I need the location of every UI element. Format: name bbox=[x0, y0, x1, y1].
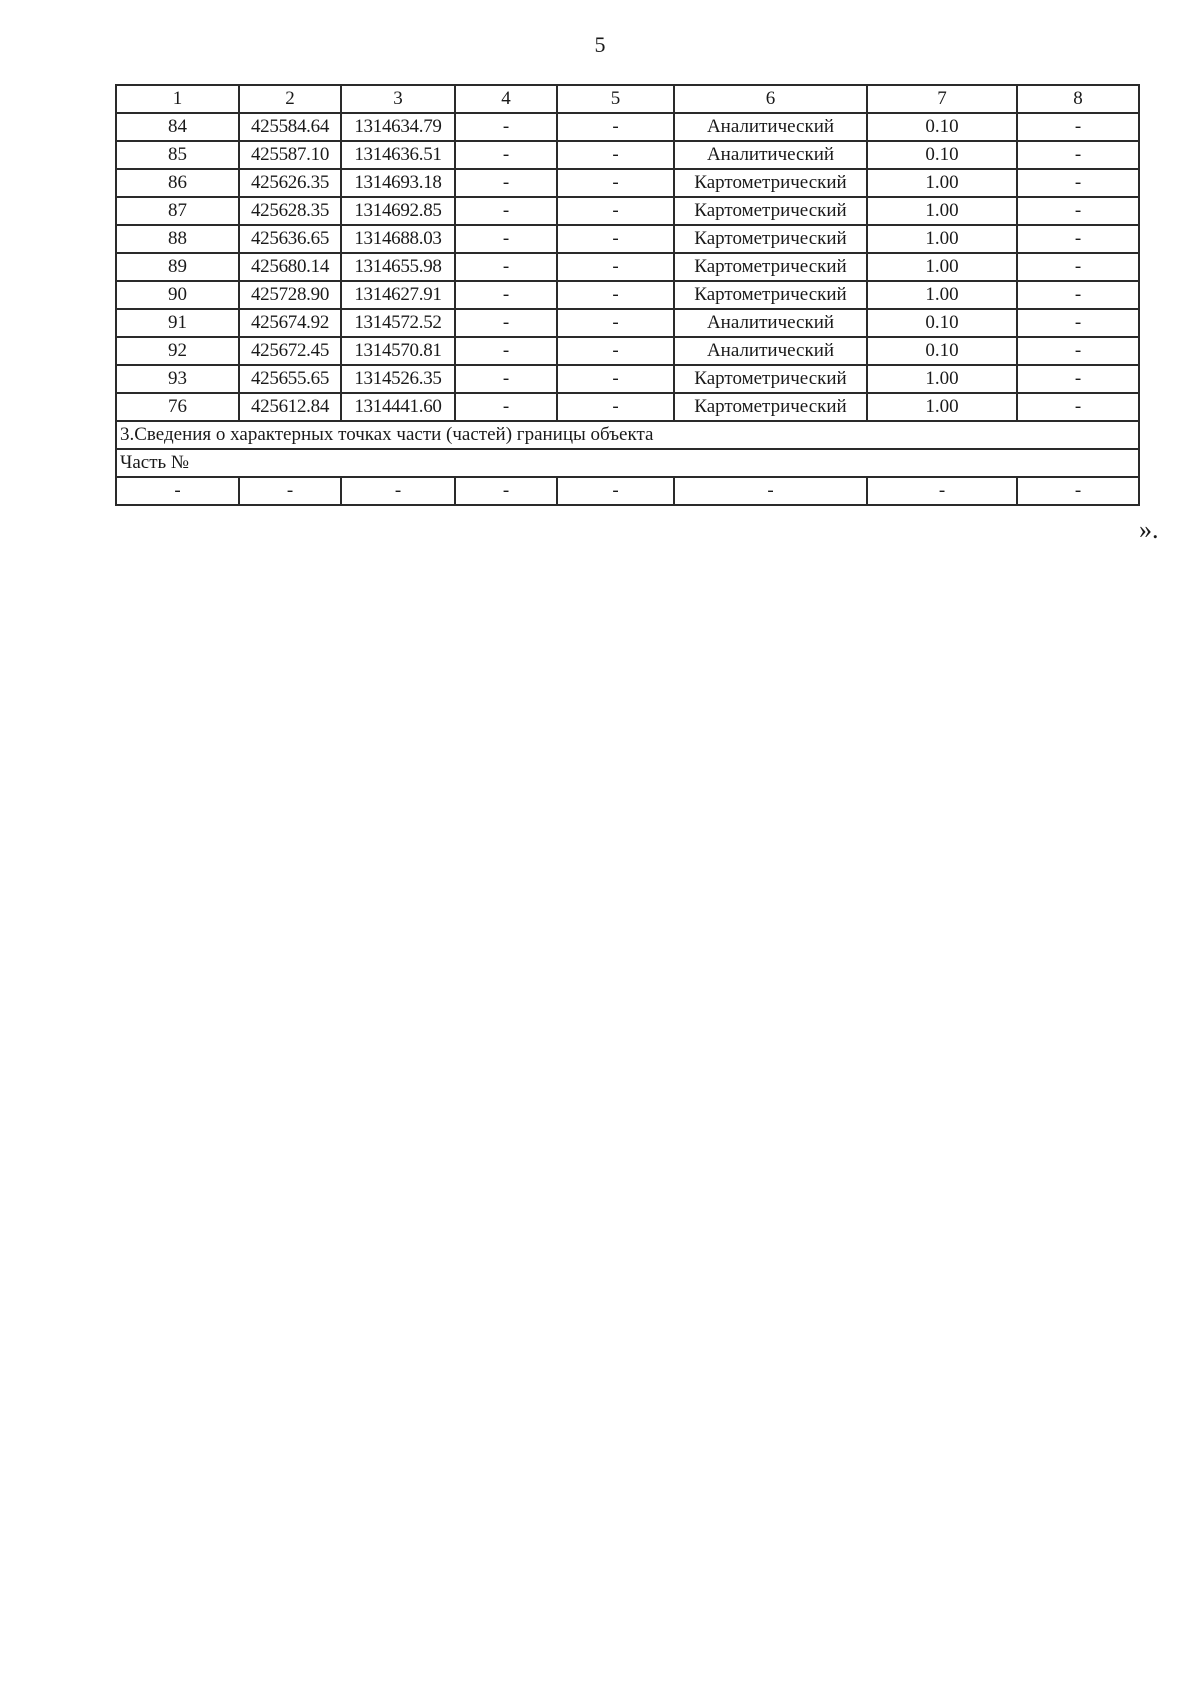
point-number: 89 bbox=[116, 253, 239, 281]
coordinate-x: 425674.92 bbox=[239, 309, 341, 337]
accuracy-cell: 0.10 bbox=[867, 141, 1017, 169]
point-number: 86 bbox=[116, 169, 239, 197]
coordinate-x: 425728.90 bbox=[239, 281, 341, 309]
method-cell: Картометрический bbox=[674, 393, 867, 421]
table-cell: - bbox=[239, 477, 341, 505]
accuracy-cell: 1.00 bbox=[867, 281, 1017, 309]
section-title: 3.Сведения о характерных точках части (частей) границы объекта bbox=[116, 421, 1139, 449]
accuracy-cell: 0.10 bbox=[867, 113, 1017, 141]
method-cell: Картометрический bbox=[674, 253, 867, 281]
point-number: 92 bbox=[116, 337, 239, 365]
empty-row bbox=[116, 477, 1139, 505]
table-row bbox=[116, 141, 1139, 169]
accuracy-cell: 0.10 bbox=[867, 337, 1017, 365]
section-title-row bbox=[116, 421, 1139, 449]
closing-quote: ». bbox=[1139, 515, 1159, 544]
table-row bbox=[116, 169, 1139, 197]
table-cell: - bbox=[674, 477, 867, 505]
point-number: 90 bbox=[116, 281, 239, 309]
table-cell: - bbox=[1017, 281, 1139, 309]
point-number: 88 bbox=[116, 225, 239, 253]
accuracy-cell: 1.00 bbox=[867, 169, 1017, 197]
coordinate-y: 1314692.85 bbox=[341, 197, 455, 225]
table-row bbox=[116, 281, 1139, 309]
table-cell: - bbox=[1017, 393, 1139, 421]
coordinate-x: 425636.65 bbox=[239, 225, 341, 253]
column-header: 5 bbox=[557, 85, 674, 113]
table-cell: - bbox=[557, 113, 674, 141]
column-header: 7 bbox=[867, 85, 1017, 113]
table-row bbox=[116, 365, 1139, 393]
table-cell: - bbox=[455, 253, 557, 281]
table-cell: - bbox=[1017, 225, 1139, 253]
coordinate-x: 425626.35 bbox=[239, 169, 341, 197]
coordinate-y: 1314570.81 bbox=[341, 337, 455, 365]
method-cell: Картометрический bbox=[674, 169, 867, 197]
page-number: 5 bbox=[594, 32, 606, 57]
table-cell: - bbox=[867, 477, 1017, 505]
table-cell: - bbox=[557, 253, 674, 281]
column-header: 2 bbox=[239, 85, 341, 113]
point-number: 87 bbox=[116, 197, 239, 225]
coordinate-x: 425628.35 bbox=[239, 197, 341, 225]
method-cell: Картометрический bbox=[674, 281, 867, 309]
table-cell: - bbox=[455, 169, 557, 197]
table-row bbox=[116, 197, 1139, 225]
table-cell: - bbox=[557, 337, 674, 365]
coordinate-x: 425587.10 bbox=[239, 141, 341, 169]
coordinate-x: 425584.64 bbox=[239, 113, 341, 141]
point-number: 84 bbox=[116, 113, 239, 141]
table-cell: - bbox=[116, 477, 239, 505]
table-cell: - bbox=[557, 365, 674, 393]
table-cell: - bbox=[557, 225, 674, 253]
table-cell: - bbox=[455, 113, 557, 141]
coordinate-y: 1314655.98 bbox=[341, 253, 455, 281]
column-header: 3 bbox=[341, 85, 455, 113]
coordinate-x: 425680.14 bbox=[239, 253, 341, 281]
point-number: 76 bbox=[116, 393, 239, 421]
table-row bbox=[116, 113, 1139, 141]
table-cell: - bbox=[455, 365, 557, 393]
table-cell: - bbox=[1017, 309, 1139, 337]
accuracy-cell: 1.00 bbox=[867, 225, 1017, 253]
table-cell: - bbox=[557, 309, 674, 337]
table-row bbox=[116, 225, 1139, 253]
table-cell: - bbox=[1017, 197, 1139, 225]
table-cell: - bbox=[1017, 337, 1139, 365]
method-cell: Картометрический bbox=[674, 365, 867, 393]
coordinate-x: 425612.84 bbox=[239, 393, 341, 421]
table-cell: - bbox=[557, 169, 674, 197]
column-header: 6 bbox=[674, 85, 867, 113]
accuracy-cell: 0.10 bbox=[867, 309, 1017, 337]
table-cell: - bbox=[341, 477, 455, 505]
point-number: 93 bbox=[116, 365, 239, 393]
table-cell: - bbox=[455, 281, 557, 309]
table-cell: - bbox=[557, 197, 674, 225]
coordinate-y: 1314693.18 bbox=[341, 169, 455, 197]
method-cell: Картометрический bbox=[674, 225, 867, 253]
table-cell: - bbox=[1017, 365, 1139, 393]
coordinate-y: 1314634.79 bbox=[341, 113, 455, 141]
column-header: 1 bbox=[116, 85, 239, 113]
accuracy-cell: 1.00 bbox=[867, 253, 1017, 281]
accuracy-cell: 1.00 bbox=[867, 197, 1017, 225]
coordinate-x: 425655.65 bbox=[239, 365, 341, 393]
column-header: 8 bbox=[1017, 85, 1139, 113]
table-row bbox=[116, 393, 1139, 421]
coordinate-y: 1314572.52 bbox=[341, 309, 455, 337]
table-cell: - bbox=[455, 225, 557, 253]
coordinate-y: 1314636.51 bbox=[341, 141, 455, 169]
point-number: 85 bbox=[116, 141, 239, 169]
point-number: 91 bbox=[116, 309, 239, 337]
table-cell: - bbox=[455, 197, 557, 225]
table-cell: - bbox=[455, 309, 557, 337]
method-cell: Аналитический bbox=[674, 337, 867, 365]
coordinate-y: 1314627.91 bbox=[341, 281, 455, 309]
table-cell: - bbox=[557, 393, 674, 421]
table-cell: - bbox=[455, 393, 557, 421]
table-cell: - bbox=[455, 337, 557, 365]
table-cell: - bbox=[1017, 477, 1139, 505]
part-label-row bbox=[116, 449, 1139, 477]
table-row bbox=[116, 253, 1139, 281]
table-row bbox=[116, 309, 1139, 337]
accuracy-cell: 1.00 bbox=[867, 393, 1017, 421]
table-cell: - bbox=[1017, 113, 1139, 141]
table-cell: - bbox=[455, 477, 557, 505]
boundary-points-table bbox=[115, 84, 1140, 506]
table-cell: - bbox=[455, 141, 557, 169]
coordinate-x: 425672.45 bbox=[239, 337, 341, 365]
accuracy-cell: 1.00 bbox=[867, 365, 1017, 393]
part-label: Часть № bbox=[116, 449, 1139, 477]
column-header: 4 bbox=[455, 85, 557, 113]
coordinate-y: 1314526.35 bbox=[341, 365, 455, 393]
coordinate-y: 1314688.03 bbox=[341, 225, 455, 253]
table-cell: - bbox=[557, 477, 674, 505]
coordinate-y: 1314441.60 bbox=[341, 393, 455, 421]
method-cell: Аналитический bbox=[674, 141, 867, 169]
method-cell: Картометрический bbox=[674, 197, 867, 225]
table-cell: - bbox=[1017, 253, 1139, 281]
table-cell: - bbox=[1017, 169, 1139, 197]
table-header-row bbox=[116, 85, 1139, 113]
table-cell: - bbox=[1017, 141, 1139, 169]
method-cell: Аналитический bbox=[674, 113, 867, 141]
table-row bbox=[116, 337, 1139, 365]
method-cell: Аналитический bbox=[674, 309, 867, 337]
table-cell: - bbox=[557, 141, 674, 169]
table-cell: - bbox=[557, 281, 674, 309]
